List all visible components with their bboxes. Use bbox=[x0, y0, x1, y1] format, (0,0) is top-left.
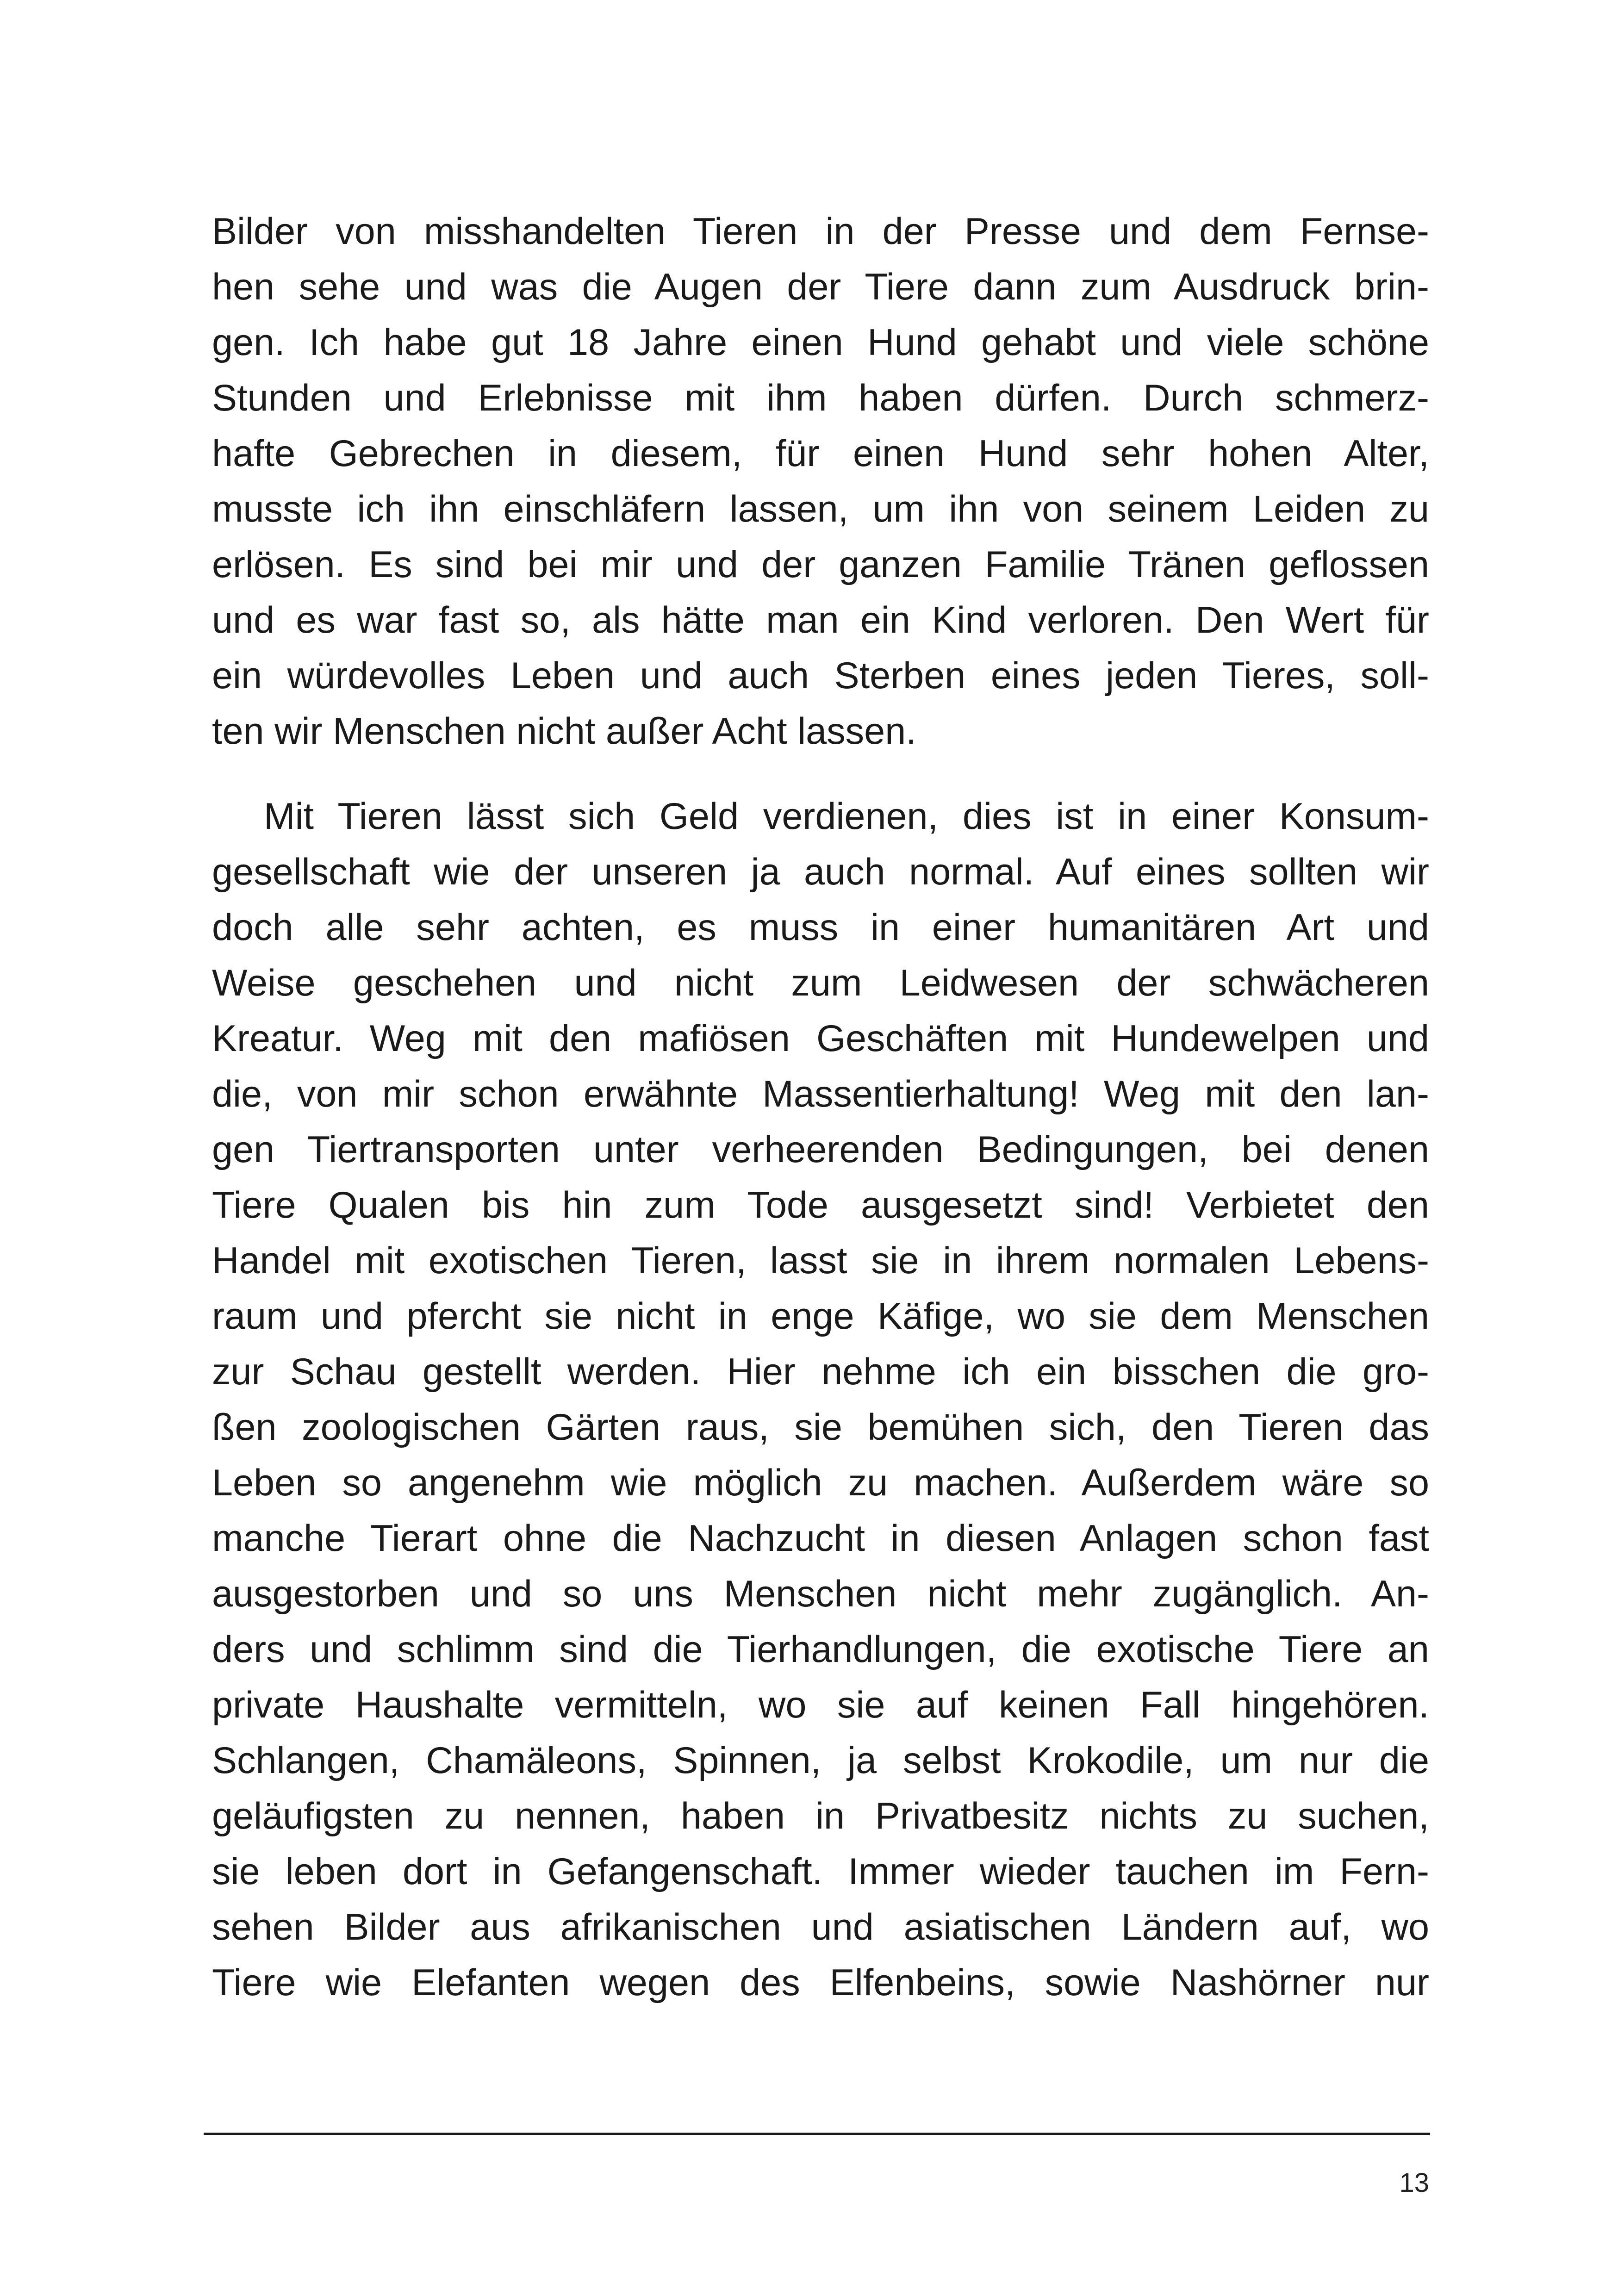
text-line: ausgestorben und so uns Menschen nicht mehr zugänglich. An- bbox=[212, 1573, 1429, 1615]
text-line: ßen zoologischen Gärten raus, sie bemühen sich, den Tieren das bbox=[212, 1406, 1429, 1448]
text-line: Schlangen, Chamäleons, Spinnen, ja selbst Krokodile, um nur die bbox=[212, 1740, 1429, 1781]
text-line: ders und schlimm sind die Tierhandlungen, die exotische Tiere an bbox=[212, 1629, 1429, 1670]
text-line: Weise geschehen und nicht zum Leidwesen der schwächeren bbox=[212, 962, 1429, 1004]
text-line: raum und pfercht sie nicht in enge Käfige, wo sie dem Menschen bbox=[212, 1295, 1429, 1337]
text-line: Mit Tieren lässt sich Geld verdienen, dies ist in einer Konsum- bbox=[264, 796, 1429, 837]
text-line: sie leben dort in Gefangenschaft. Immer wieder tauchen im Fern- bbox=[212, 1851, 1429, 1892]
text-line: Tiere wie Elefanten wegen des Elfenbeins, sowie Nashörner nur bbox=[212, 1962, 1429, 2004]
text-line: private Haushalte vermitteln, wo sie auf keinen Fall hingehören. bbox=[212, 1684, 1429, 1726]
text-line: sehen Bilder aus afrikanischen und asiatischen Ländern auf, wo bbox=[212, 1906, 1429, 1948]
text-line: geläufigsten zu nennen, haben in Privatbesitz nichts zu suchen, bbox=[212, 1795, 1429, 1837]
text-line: Bilder von misshandelten Tieren in der Presse und dem Fernse- bbox=[212, 211, 1429, 252]
text-line: Tiere Qualen bis hin zum Tode ausgesetzt sind! Verbietet den bbox=[212, 1184, 1429, 1226]
text-line: musste ich ihn einschläfern lassen, um ihn von seinem Leiden zu bbox=[212, 488, 1429, 530]
text-line: Handel mit exotischen Tieren, lasst sie in ihrem normalen Lebens- bbox=[212, 1240, 1429, 1282]
text-line: hen sehe und was die Augen der Tiere dann zum Ausdruck brin- bbox=[212, 266, 1429, 308]
text-line: zur Schau gestellt werden. Hier nehme ich ein bisschen die gro- bbox=[212, 1351, 1429, 1393]
text-line: ten wir Menschen nicht außer Acht lassen. bbox=[212, 710, 916, 752]
text-line: gen. Ich habe gut 18 Jahre einen Hund gehabt und viele schöne bbox=[212, 322, 1429, 363]
text-line: hafte Gebrechen in diesem, für einen Hund sehr hohen Alter, bbox=[212, 433, 1429, 474]
body-text bbox=[212, 204, 1429, 2010]
footer-divider bbox=[204, 2133, 1430, 2135]
text-line: Stunden und Erlebnisse mit ihm haben dürfen. Durch schmerz- bbox=[212, 377, 1429, 419]
text-line: gesellschaft wie der unseren ja auch normal. Auf eines sollten wir bbox=[212, 851, 1429, 893]
text-line: gen Tiertransporten unter verheerenden Bedingungen, bei denen bbox=[212, 1129, 1429, 1170]
paragraph-spacer bbox=[212, 759, 1429, 789]
page-number: 13 bbox=[1399, 2168, 1429, 2198]
text-line: manche Tierart ohne die Nachzucht in diesen Anlagen schon fast bbox=[212, 1518, 1429, 1559]
text-line: Kreatur. Weg mit den mafiösen Geschäften mit Hundewelpen und bbox=[212, 1018, 1429, 1059]
text-line: Leben so angenehm wie möglich zu machen. Außerdem wäre so bbox=[212, 1462, 1429, 1504]
text-line: ein würdevolles Leben und auch Sterben eines jeden Tieres, soll- bbox=[212, 655, 1429, 697]
text-line: erlösen. Es sind bei mir und der ganzen Familie Tränen geflossen bbox=[212, 544, 1429, 585]
text-line: die, von mir schon erwähnte Massentierhaltung! Weg mit den lan- bbox=[212, 1073, 1429, 1115]
text-line: und es war fast so, als hätte man ein Kind verloren. Den Wert für bbox=[212, 599, 1429, 641]
text-line: doch alle sehr achten, es muss in einer humanitären Art und bbox=[212, 907, 1429, 948]
